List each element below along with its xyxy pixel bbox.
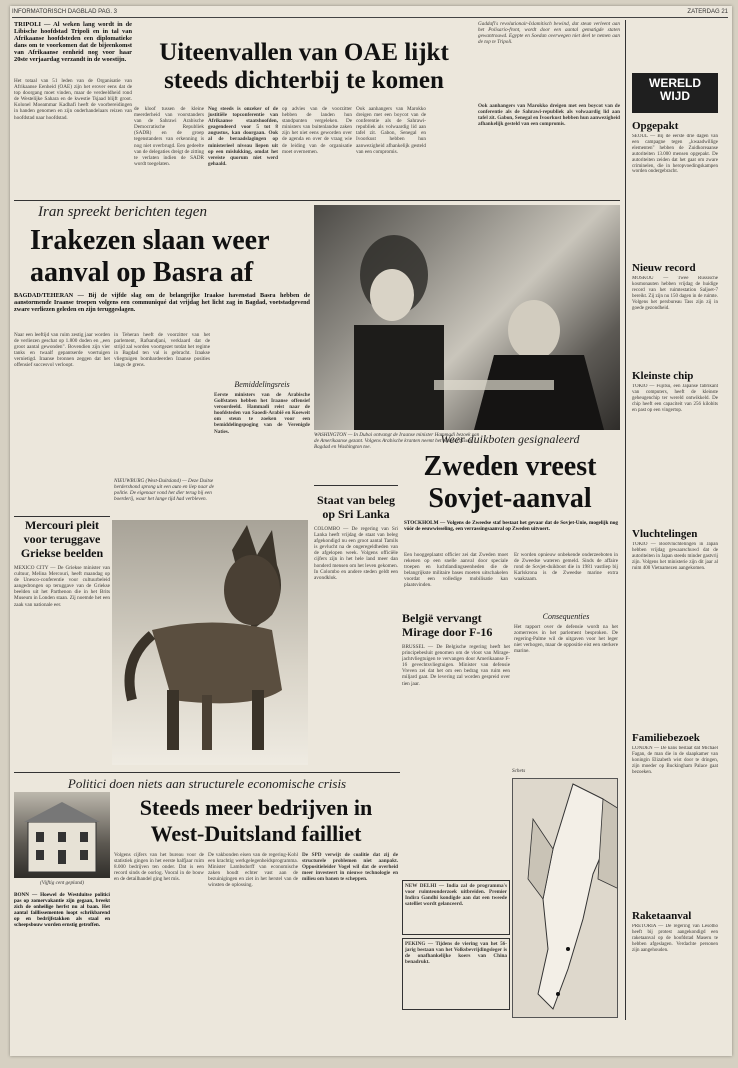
map-caption: Schets: [512, 768, 526, 774]
iran-kicker: Iran spreekt berichten tegen: [38, 204, 207, 220]
sidebar-item-title: Kleinste chip: [632, 370, 694, 382]
divider: [14, 516, 110, 517]
zweden-subhead: Consequenties: [542, 612, 590, 621]
sidebar-item-title: Nieuw record: [632, 262, 696, 274]
zweden-column-1: Een hooggeplaatst officier zei dat Zweden moet rekenen op een snelle aanval door speciale troepen en luchtlandingseenheden die de belangrijkste militaire bases moeten uitschakelen voordat een volledige mobilisatie kan plaatsvinden.: [404, 552, 508, 589]
oae-column-7: Ook aanhangers van Marokko dreigen met een boycot van de conferentie als de Sahrawi-republiek als volwaardig lid aan tafel zit. Gabon, Senegal en Ivoorkust hebben hun aanwezigheid afhankelijk gesteld van een compromis.: [478, 103, 620, 128]
politici-title-line1: Steeds meer bedrijven in: [139, 796, 373, 820]
logo-line1: WERELD: [649, 76, 701, 90]
iran-column-1: Naar een leeftijd van ruim zestig jaar worden de verliezen geschat op 1.800 doden en ,,een groot aantal gewonden". Bovendien zijn vier tanks en twaalf gepantserde voertuigen vernietigd. Iraanse bronnen zeggen dat het offensief succesvol verloopt.: [14, 332, 110, 369]
sidebar-item-title: Familiebezoek: [632, 732, 700, 744]
zweden-title-line1: Zweden vreest: [423, 452, 597, 482]
zweden-lead: STOCKHOLM — Volgens de Zweedse staf bestaat het gevaar dat de Sovjet-Unie, mogelijk nog vóór de eeuwwisseling, een verrassingsaanval op Zweden uitvoert.: [404, 520, 618, 533]
scandinavia-map: [512, 778, 618, 1018]
belgie-text: BRUSSEL — De Belgische regering heeft het principebesluit genomen om de vloot van Mirage-jachtvliegtuigen te vervangen door Amerikaanse F-16 gevechtsvliegtuigen. Minister van defensie Vreven zei dat het om een bedrag van ruim een miljard gaat. De levering zal worden gespreid over tien jaar.: [402, 644, 510, 687]
divider: [314, 485, 398, 486]
mercouri-title-line2: voor teruggave: [23, 533, 101, 546]
logo-line2: WIJD: [660, 89, 690, 103]
meeting-photo: [314, 205, 620, 430]
oae-column-6: Gaddafi's revolutionair-Islamitisch bewind, dat steun verleent aan het Polisario-front, wordt door een aantal gematigde staten gewantrouwd. Egypte en Soedan overwegen niet deel te nemen aan de top te Tripoli.: [478, 21, 620, 46]
iran-subhead: Bemiddelingsreis: [234, 380, 290, 389]
zweden-kicker: Weer duikboten gesignaleerd: [440, 432, 580, 446]
politici-title-line2: West-Duitsland failliet: [150, 822, 362, 846]
oae-text: Het totaal van 51 leden van de Organisatie van Afrikaanse Eenheid (OAE) zijn het erover eens dat de top doorgang moet vinden, maar de verdeeldheid rond de Westelijke Sahara en de kwestie Tsjaad blijft groot. Kolonel Moeammar Kadhafi heeft de voorbereidingen in handen genomen en zijn onderhandelaars reizen van hoofdstad naar hoofdstad.: [14, 78, 132, 121]
divider: [14, 772, 400, 773]
sidebar-item-text: MOSKOU — Twee Russische kosmonauten hebben vrijdag de huidige record van het ruimtestation Saljoet-7 bereikt. Zij zijn nu 150 dagen in de ruimte. Volgens het persbureau Tass zijn zij in goede gezondheid.: [632, 276, 718, 311]
iran-lead: BAGDAD/TEHERAN — Bij de vijfde slag om de belangrijke Iraakse havenstad Basra hebben de aanstormende Iraanse troepen volgens een communiqué dat vrijdag het licht zag in Bagdad, voetstadgevend zware verliezen geleden en zijn teruggeslagen.: [14, 292, 310, 314]
belgie-title-line2: Mirage door F-16: [402, 626, 493, 639]
iran-column-2: in Teheran heeft de voorzitter van het parlement, Rafsandjani, verklaard dat de strijd zal worden voortgezet totdat het regime in Bagdad ten val is gebracht. Iraakse vliegtuigen bombardeerden Iraanse posities langs de grens.: [114, 332, 210, 369]
dog-photo: [112, 520, 308, 765]
politici-column-2: De vakbonden eisen van de regering-Kohl een krachtig werkgelegenheidsprogramma. Minister Lambsdorff van economische zaken houdt echter vast aan de bezuinigingen en ziet in het herstel van de winsten de oplossing.: [208, 852, 298, 889]
oae-column-4: op advies van de voorzitter hebben de landen hun standpunten vergeleken. De ministers van buitenlandse zaken zijn het niet eens geworden over de agenda en over de vraag wie de leiding van de organisatie moet overnemen.: [282, 106, 352, 155]
belgie-title-line1: België vervangt: [402, 612, 482, 625]
dog-photo-caption: NIEUWBURG (West-Duitsland) — Deze Duitse herdershond sprong uit een auto en liep naar de politie. De eigenaar vond het dier terug bij een boerderij, waar het lange tijd had verbleven.: [114, 478, 214, 502]
header-right: ZATERDAG 21: [687, 9, 728, 15]
zweden-title-line2: Sovjet-aanval: [428, 484, 592, 514]
politici-kicker: Politici doen niets aan structurele economische crisis: [67, 776, 347, 791]
column-rule: [625, 20, 626, 1020]
srilanka-text: COLOMBO — De regering van Sri Lanka heeft vrijdag de staat van beleg afgekondigd nu een groot aantal Tamils is gevlucht na de ongeregeldheden van de afgelopen week. Volgens officiële cijfers zijn in het hele land meer dan honderd mensen om het leven gekomen. In Colombo en andere steden geldt een avondklok.: [314, 526, 398, 581]
iran-title-line2: aanval op Basra af: [30, 258, 254, 288]
sidebar-item-text: TOKIO — Fujitsu, een Japanse fabrikant van computers, heeft de kleinste geheugenchip ter wereld ontwikkeld. De chip heeft een capaciteit van 256 kilobits en past op een vingertop.: [632, 384, 718, 413]
mercouri-title-line3: Griekse beelden: [20, 547, 104, 560]
belgie-box-1: NEW DELHI — India zal de programma's voor ruimteonderzoek uitbreiden. Premier Indira Gandhi kondigde aan dat een tweede satelliet wordt gelanceerd.: [402, 880, 510, 935]
oae-column-5: Ook aanhangers van Marokko dreigen met een boycot van de conferentie als de Sahrawi-republiek als volwaardig lid aan tafel zit. Gabon, Senegal en Ivoorkust hebben hun aanwezigheid afhankelijk gesteld van een compromis.: [356, 106, 426, 155]
srilanka-title-line2: op Sri Lanka: [322, 508, 390, 521]
sidebar-item-text: PRETORIA — De regering van Lesotho heeft bij protest aangekondigd een raketaanval op de hoofdstad Maseru te hebben afgeslagen. Verdachte personen zijn aangehouden.: [632, 924, 718, 953]
sidebar-item-text: SEOUL — Bij de eerste drie dagen van een campagne tegen ,,kwaadwillige elementen" hebben de Zuidkoreaanse autoriteiten 13.000 mensen opgepakt. De autoriteiten zeiden dat het gaat om zware criminelen, die in heropvoedingskampen worden ondergebracht.: [632, 134, 718, 175]
divider: [14, 200, 620, 201]
iran-column-3: Eerste ministers van de Arabische Golfstaten hebben het Iraanse offensief veroordeeld. Hammadi reist naar de hoofdsteden van Saoedi-Arabië en Koeweit om steun te zoeken voor een bemiddelingspoging van de Verenigde Naties.: [214, 392, 310, 435]
oae-column-3: Nog steeds is onzeker of de justitiële topconferentie van Afrikaanse staatshoofden, geagendeerd voor 5 tot 8 augustus, kan doorgaan. Ook al de beraadslagingen op ministerieel niveau liepen uit op een mislukking, omdat het vereiste quorum niet werd gehaald.: [208, 106, 278, 167]
zweden-column-2: Er worden opnieuw onbekende onderzeeboten in de Zweedse wateren gemeld. Sinds de affaire rond de Sovjet-duikboot die in 1981 vastliep bij Karlskrona is de Zweedse marine extra waakzaam.: [514, 552, 618, 583]
sidebar-item-title: Raketaanval: [632, 910, 692, 922]
meeting-photo-caption: WASHINGTON — In Dubai ontvangt de Iraanse minister Hammadi bezoek van de Amerikaanse gezant. Volgens Arabische kranten neemt het contact tussen Bagdad en Washington toe.: [314, 432, 480, 450]
sidebar-item-title: Opgepakt: [632, 120, 679, 132]
page-header: [12, 8, 728, 18]
sidebar-item-text: LONDEN — De kans bestaat dat Michael Fagan, de man die in de slaapkamer van koningin Elizabeth wist door te dringen, zijn moeder op Buckingham Palace gaat bezoeken.: [632, 746, 718, 775]
header-left: INFORMATORISCH DAGBLAD PAG. 3: [12, 9, 118, 15]
oae-column-2: de kloof tussen de kleine meerderheid van voorstanders van de Sahrawi Arabische Democratische Republiek (SADR) en de groep tegenstanders van erkenning is nog niet overbrugd. Een gedeelte van de delegaties dreigt de zitting te verlaten indien de SADR wordt toegelaten.: [134, 106, 204, 167]
srilanka-title-line1: Staat van beleg: [317, 494, 395, 507]
belgie-box-2: PEKING — Tijdens de viering van het 56-jarig bestaan van het Volksbevrijdingsleger is de onafhankelijke koers van China benadrukt.: [402, 938, 510, 1010]
iran-title-line1: Irakezen slaan weer: [30, 226, 270, 256]
sidebar-item-text: TOKIO — Bootvluchtelingen in Japan hebben vrijdag gewaarschuwd dat de autoriteiten in Japan steeds minder gastvrij zijn. Volgens het ministerie zijn dit jaar al ruim 400 Vietnamezen aangekomen.: [632, 542, 718, 571]
oae-title-line2: steeds dichterbij te komen: [164, 68, 444, 94]
politici-lead: BONN — Hoewel de Westduitse politici pas op zomervakantie zijn gegaan, breekt zich de onheilige herfst nu al baan. Het aantal faillissementen loopt schrikbarend op en bedrijfstakken als staal en scheepsbouw worden ernstig getroffen.: [14, 892, 110, 929]
mercouri-title-line1: Mercouri pleit: [24, 519, 100, 532]
mercouri-text: MEXICO CITY — De Griekse minister van cultuur, Melina Mercouri, heeft maandag op de Unesco-conferentie voor cultuurbeleid aangedrongen op teruggave van de Griekse beelden uit het Parthenon die in het Brits Museum in Londen staan. Zij noemde het een zaak van nationale eer.: [14, 565, 110, 608]
oae-title-line1: Uiteenvallen van OAE lijkt: [159, 40, 449, 66]
building-photo-caption: (Vijftig cent gepland): [40, 880, 84, 886]
building-photo: [14, 792, 110, 878]
sidebar-item-title: Vluchtelingen: [632, 528, 698, 540]
politici-column-1: Volgens cijfers van het bureau voor de statistiek gingen in het eerste halfjaar ruim 8.000 bedrijven ten onder. Dat is een record sinds de oorlog. Vooral in de bouw en de detailhandel ging het mis.: [114, 852, 204, 883]
oae-lead: TRIPOLI — Al weken lang wordt in de Libische hoofdstad Tripoli en in tal van Afrikaanse hoofdsteden een diplomatieke dans om te voorkomen dat de bijeenkomst van Afrikaanse eenheid nog voor haar 20ste verjaardag verzandt in de woestijn.: [14, 21, 132, 63]
wereld-wijd-logo: [632, 73, 718, 113]
zweden-column-3: Het rapport over de defensie wordt na het zomerreces in het parlement besproken. De regering-Palme wil de uitgaven voor het leger niet verhogen, maar de oppositie eist een sterkere marine.: [514, 624, 618, 655]
politici-column-3: De SPD verwijt de coalitie dat zij de structurele problemen niet aanpakt. Oppositieleider Vogel wil dat de overheid meer investeert in nieuwe technologie en milieu om banen te scheppen.: [302, 852, 398, 883]
